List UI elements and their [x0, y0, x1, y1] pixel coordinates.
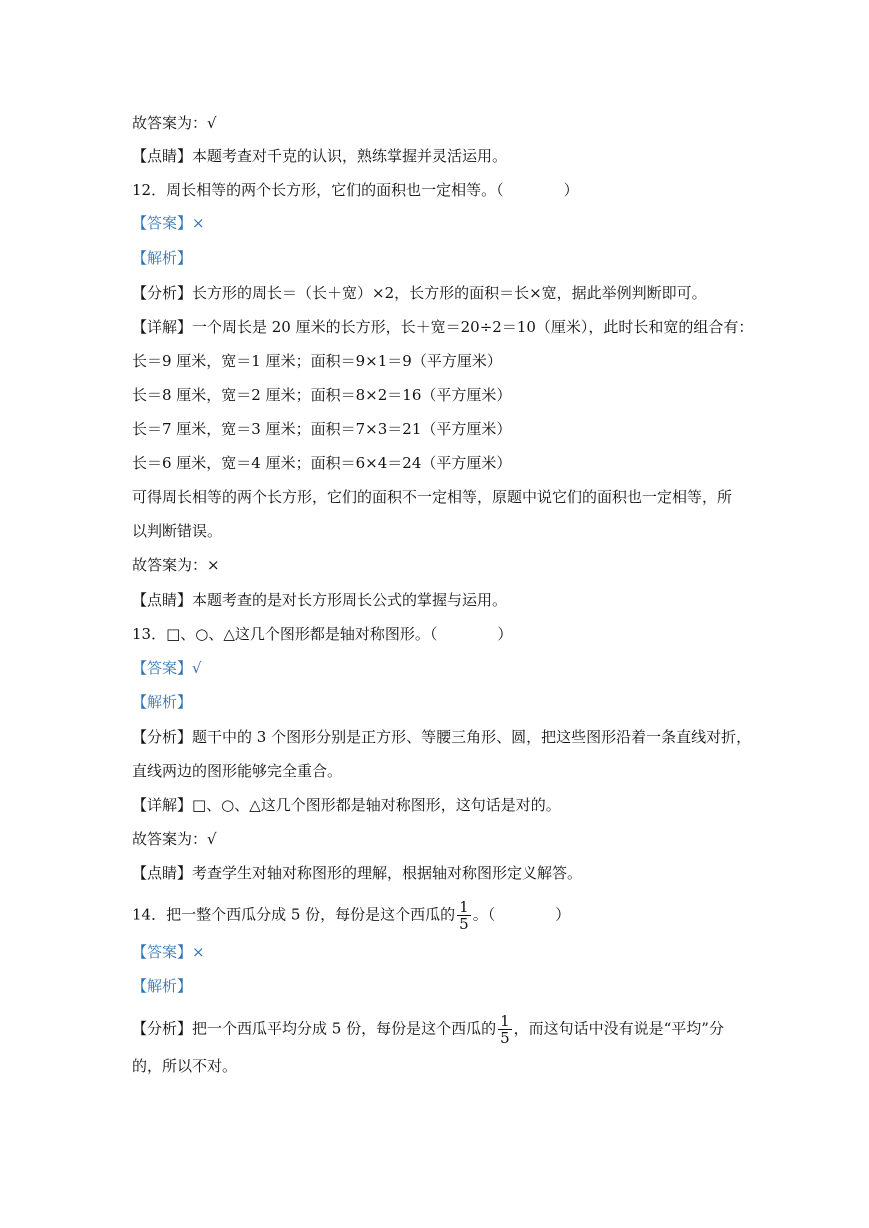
text-line: 直线两边的图形能够完全重合。 — [132, 762, 343, 780]
text-line: 【分析】题干中的 3 个图形分别是正方形、等腰三角形、圆，把这些图形沿着一条直线对折， — [132, 728, 752, 746]
text-line: 可得周长相等的两个长方形，它们的面积不一定相等，原题中说它们的面积也一定相等，所 — [132, 488, 733, 506]
text-line: 12．周长相等的两个长方形，它们的面积也一定相等。（ ） — [132, 181, 579, 199]
q14-text-after: 。（ ） — [472, 905, 571, 924]
q14-analysis — [132, 1013, 724, 1046]
q14-analysis-after: ，而这句话中没有说是“平均”分 — [513, 1019, 724, 1038]
text-line: 长＝9 厘米，宽＝1 厘米；面积＝9×1＝9（平方厘米） — [132, 352, 502, 370]
text-line: 【答案】√ — [132, 659, 202, 677]
question-14 — [132, 899, 570, 932]
text-line: 长＝8 厘米，宽＝2 厘米；面积＝8×2＝16（平方厘米） — [132, 386, 512, 404]
text-line: 【点睛】考查学生对轴对称图形的理解，根据轴对称图形定义解答。 — [132, 864, 583, 882]
text-line: 【点睛】本题考查对千克的认识，熟练掌握并灵活运用。 — [132, 147, 508, 165]
fraction-one-fifth: $\frac{1}{5}$ — [459, 898, 469, 933]
text-line: 【分析】长方形的周长＝（长＋宽）×2，长方形的面积＝长×宽，据此举例判断即可。 — [132, 284, 707, 302]
q14-analysis-continued: 的，所以不对。 — [132, 1057, 238, 1075]
text-line: 长＝7 厘米，宽＝3 厘米；面积＝7×3＝21（平方厘米） — [132, 420, 512, 438]
text-line: 【点睛】本题考查的是对长方形周长公式的掌握与运用。 — [132, 591, 508, 609]
text-line: 13．□、○、△这几个图形都是轴对称图形。（ ） — [132, 625, 513, 643]
text-line: 【解析】 — [132, 693, 193, 711]
q14-jiexi: 【解析】 — [132, 977, 193, 995]
text-line: 以判断错误。 — [132, 522, 223, 540]
q14-answer: 【答案】× — [132, 943, 205, 961]
text-line: 故答案为：√ — [132, 830, 217, 848]
text-line: 【答案】× — [132, 214, 205, 232]
text-line: 【详解】一个周长是 20 厘米的长方形，长＋宽＝20÷2＝10（厘米），此时长和宽的组合有： — [132, 318, 754, 336]
text-line: 长＝6 厘米，宽＝4 厘米；面积＝6×4＝24（平方厘米） — [132, 454, 512, 472]
q14-text-before: 14．把一整个西瓜分成 5 份，每份是这个西瓜的 — [132, 905, 456, 924]
q14-analysis-before: 【分析】把一个西瓜平均分成 5 份，每份是这个西瓜的 — [132, 1019, 497, 1038]
fraction-one-fifth-analysis: $\frac{1}{5}$ — [500, 1012, 510, 1047]
text-line: 【详解】□、○、△这几个图形都是轴对称图形，这句话是对的。 — [132, 796, 561, 814]
text-line: 【解析】 — [132, 249, 193, 267]
text-line: 故答案为：× — [132, 556, 220, 574]
text-line: 故答案为：√ — [132, 114, 217, 132]
